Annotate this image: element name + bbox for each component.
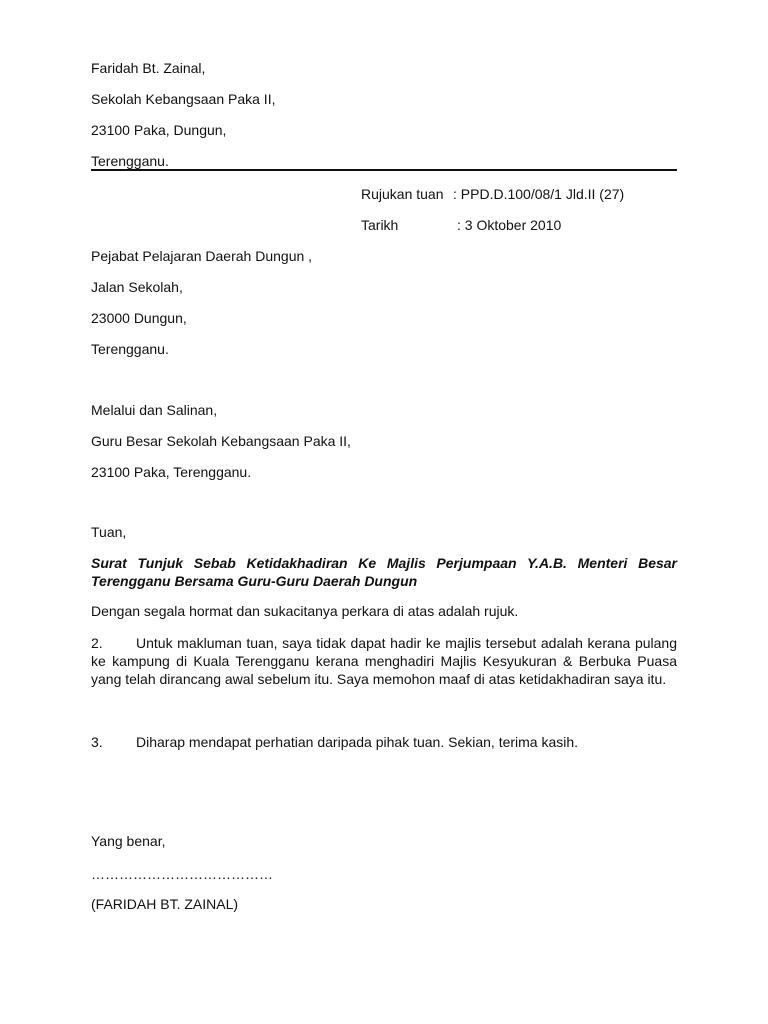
via-line-1: Guru Besar Sekolah Kebangsaan Paka II,: [91, 433, 351, 449]
paragraph-3-number: 3.: [91, 734, 103, 750]
signature-line: …………………………………: [91, 866, 273, 882]
paragraph-2-number: 2.: [91, 635, 103, 651]
sender-school: Sekolah Kebangsaan Paka II,: [91, 91, 276, 107]
sender-postcode-city: 23100 Paka, Dungun,: [91, 122, 227, 138]
via-line-2: 23100 Paka, Terengganu.: [91, 464, 252, 480]
salutation: Tuan,: [91, 524, 127, 540]
tarikh-label: Tarikh: [361, 217, 399, 233]
tarikh-value: : 3 Oktober 2010: [457, 217, 562, 233]
paragraph-3-text: Diharap mendapat perhatian daripada pihak tuan. Sekian, terima kasih.: [136, 734, 579, 750]
recipient-state: Terengganu.: [91, 341, 169, 357]
sender-name: Faridah Bt. Zainal,: [91, 60, 206, 76]
recipient-postcode-city: 23000 Dungun,: [91, 310, 187, 326]
recipient-street: Jalan Sekolah,: [91, 279, 183, 295]
paragraph-3: [91, 733, 677, 751]
sender-state: Terengganu.: [91, 153, 169, 169]
paragraph-1: [91, 602, 677, 620]
valediction: Yang benar,: [91, 833, 166, 849]
signatory-name: (FARIDAH BT. ZAINAL): [91, 896, 239, 912]
rujukan-label: Rujukan tuan: [361, 186, 444, 202]
letter-subject: Surat Tunjuk Sebab Ketidakhadiran Ke Majlis Perjumpaan Y.A.B. Menteri Besar Terengganu Bersama Guru-Guru Daerah Dungun: [91, 555, 677, 589]
recipient-office: Pejabat Pelajaran Daerah Dungun ,: [91, 248, 313, 264]
paragraph-1-text: Dengan segala hormat dan sukacitanya perkara di atas adalah rujuk.: [91, 603, 519, 619]
paragraph-2-text: Untuk makluman tuan, saya tidak dapat hadir ke majlis tersebut adalah kerana pulang ke kampung di Kuala Terengganu kerana menghadiri Majlis Kesyukuran & Berbuka Puasa yang telah dirancang awal sebelum itu. Saya memohon maaf di atas ketidakhadiran saya itu.: [91, 635, 677, 687]
via-heading: Melalui dan Salinan,: [91, 402, 218, 418]
rujukan-value: : PPD.D.100/08/1 Jld.II (27): [453, 186, 625, 202]
header-divider: [91, 169, 677, 171]
paragraph-2: [91, 634, 677, 688]
